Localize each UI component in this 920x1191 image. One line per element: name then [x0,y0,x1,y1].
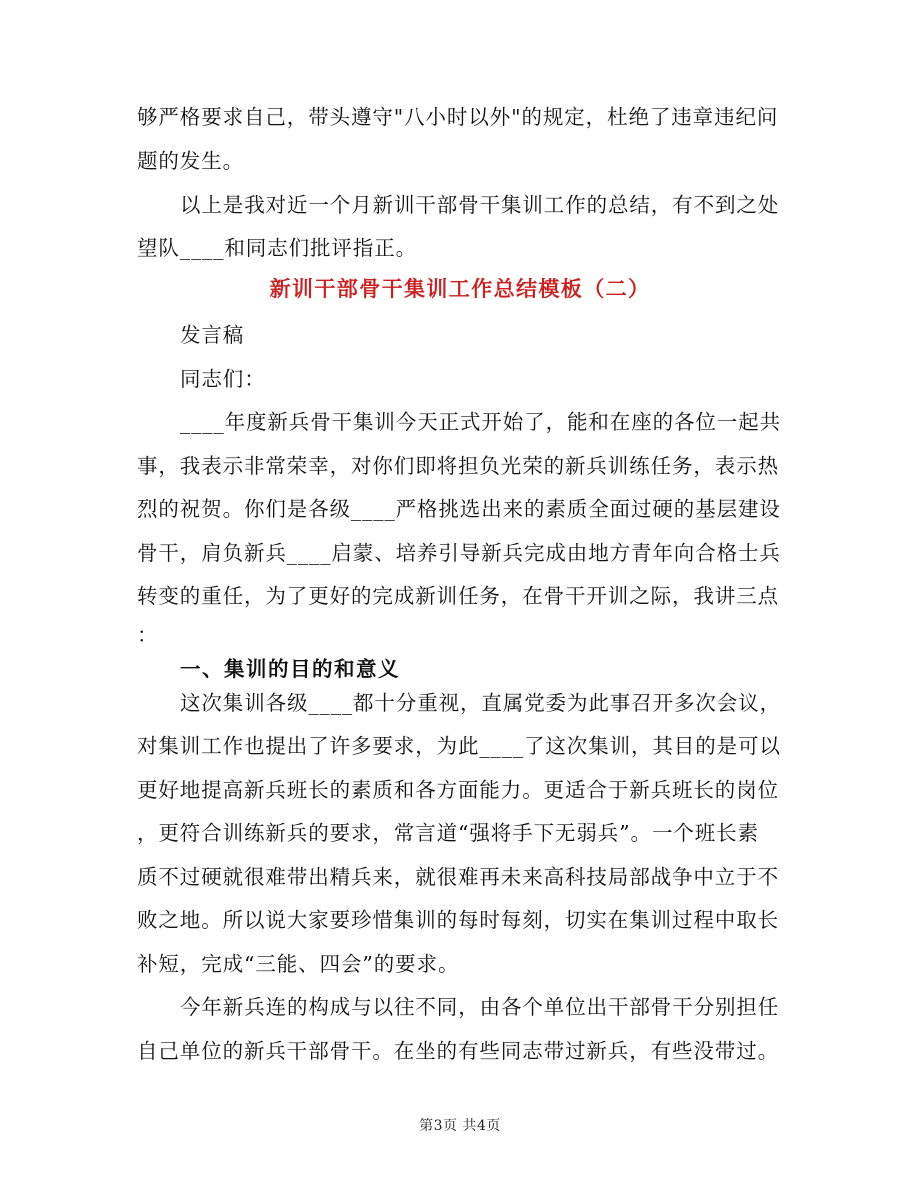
paragraph-line: 败之地。所以说大家要珍惜集训的每时每刻，切实在集训过程中取长 [137,908,779,932]
paragraph-line: 骨干，肩负新兵____启蒙、培养引导新兵完成由地方青年向合格士兵 [137,541,781,565]
paragraph-line: 题的发生。 [137,149,244,173]
paragraph-line: 更好地提高新兵班长的素质和各方面能力。更适合于新兵班长的岗位 [137,778,779,802]
paragraph-line: 今年新兵连的构成与以往不同，由各个单位出干部骨干分别担任 [180,995,780,1019]
paragraph-line: 望队____和同志们批评指正。 [137,236,417,260]
paragraph-line: 烈的祝贺。你们是各级____严格挑选出来的素质全面过硬的基层建设 [137,497,781,521]
paragraph-line: 这次集训各级____都十分重视，直属党委为此事召开多次会议， [180,691,781,715]
paragraph-line: 补短，完成“三能、四会”的要求。 [137,952,460,976]
section-heading: 一、集训的目的和意义 [180,657,400,681]
salutation: 同志们： [180,367,266,391]
paragraph-line: ： [137,623,159,647]
paragraph-line: 自己单位的新兵干部骨干。在坐的有些同志带过新兵，有些没带过。 [137,1039,779,1063]
paragraph-line: 以上是我对近一个月新训干部骨干集训工作的总结，有不到之处 [180,193,780,217]
paragraph-line: 转变的重任，为了更好的完成新训任务，在骨干开训之际，我讲三点 [137,584,779,608]
paragraph-line: 对集训工作也提出了许多要求，为此____了这次集训，其目的是可以 [137,734,781,758]
page-number: 第3页 共4页 [419,1118,501,1134]
paragraph-line: 事，我表示非常荣幸，对你们即将担负光荣的新兵训练任务，表示热 [137,454,779,478]
speech-label: 发言稿 [180,323,245,347]
paragraph-line: 够严格要求自己，带头遵守"八小时以外"的规定，杜绝了违章违纪问 [137,105,779,129]
section-title: 新训干部骨干集训工作总结模板（二） [269,276,651,301]
paragraph-line: ____年度新兵骨干集训今天正式开始了，能和在座的各位一起共 [180,410,781,434]
paragraph-line: 质不过硬就很难带出精兵来，就很难再未来高科技局部战争中立于不 [137,865,779,889]
paragraph-line: ，更符合训练新兵的要求，常言道“强将手下无弱兵”。一个班长素 [137,821,759,845]
